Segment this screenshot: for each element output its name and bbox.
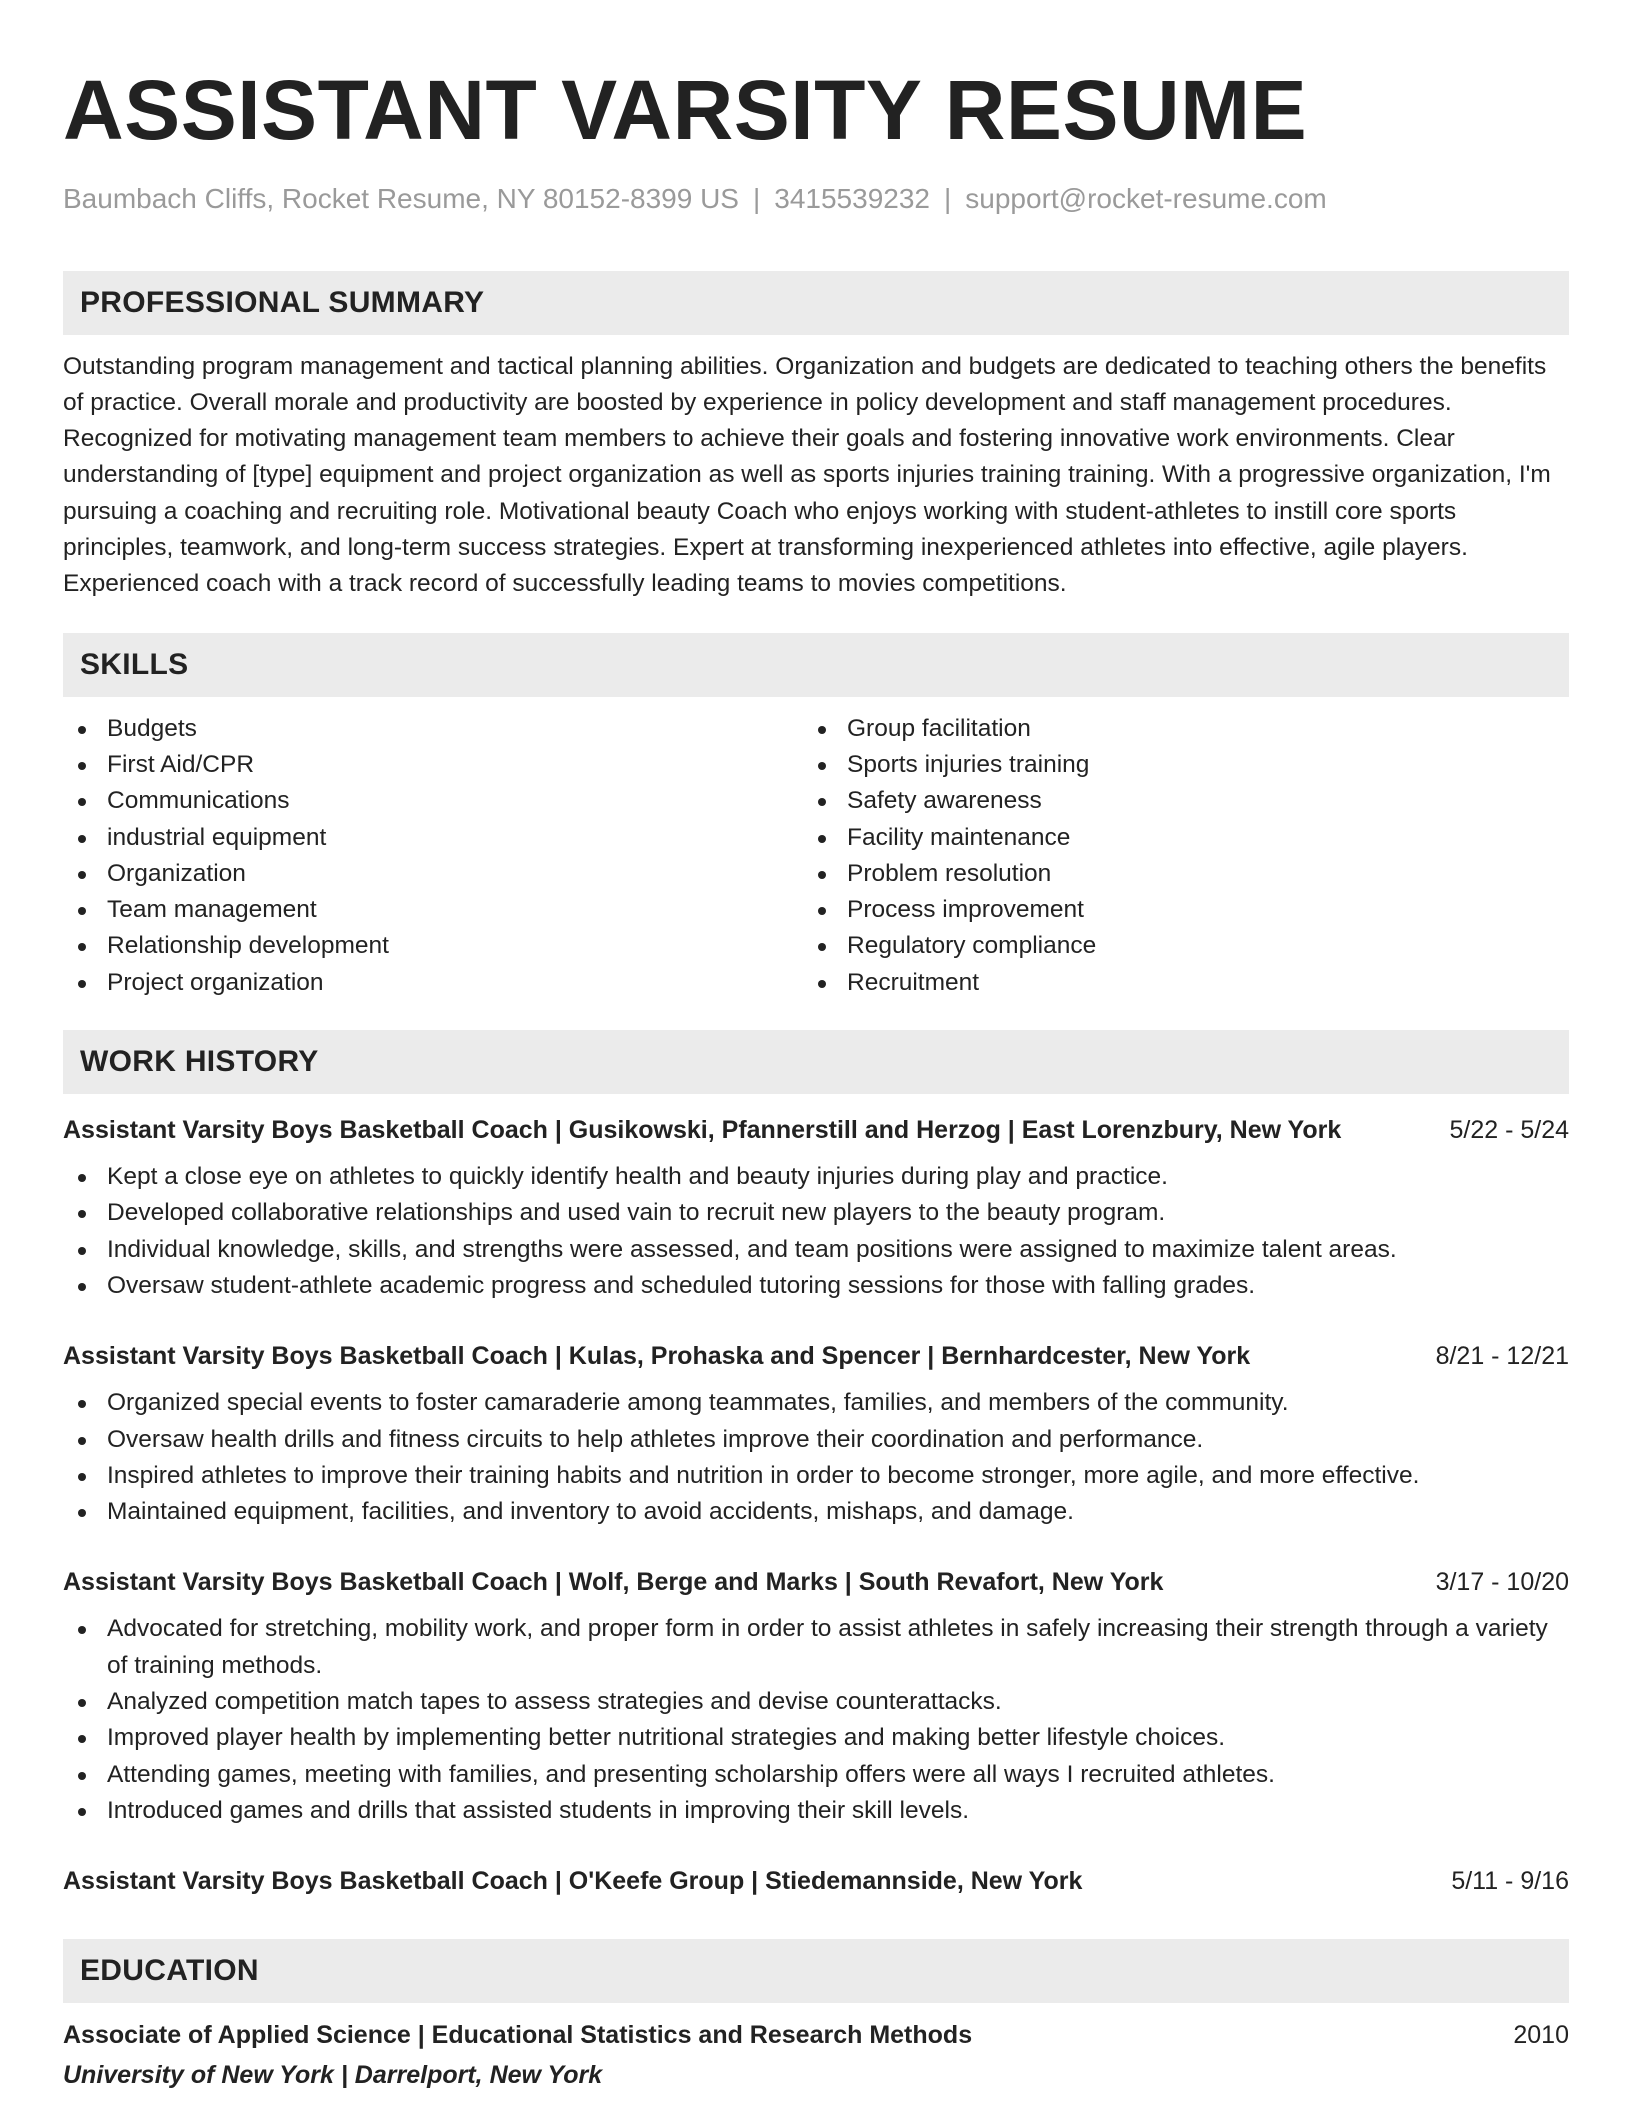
section-heading-education: EDUCATION: [63, 1939, 1569, 2003]
contact-address: Baumbach Cliffs, Rocket Resume, NY 80152-8399 US: [63, 183, 739, 214]
summary-text: Outstanding program management and tactical planning abilities. Organization and budgets are dedicated to teaching others the benefits of practice. Overall morale and productivity are boosted by experience in policy development and staff management procedures. Recognized for motivating management team members to achieve their goals and fostering innovative work environments. Clear understanding of [type] equipment and project organization as well as sports injuries training training. With a progressive organization, I'm pursuing a coaching and recruiting role. Motivational beauty Coach who enjoys working with student-athletes to instill core sports principles, teamwork, and long-term success strategies. Expert at transforming inexperienced athletes into effective, agile players. Experienced coach with a track record of successfully leading teams to movies competitions.: [63, 352, 1551, 598]
job-bullet: Kept a close eye on athletes to quickly identify health and beauty injuries during play and practice.: [63, 1159, 1569, 1195]
skill-item: Relationship development: [63, 928, 803, 964]
job-bullet: Introduced games and drills that assisted students in improving their skill levels.: [63, 1793, 1569, 1829]
skill-item: Communications: [63, 783, 803, 819]
job-bullets: [63, 1611, 1569, 1829]
section-heading-work: WORK HISTORY: [63, 1030, 1569, 1094]
skill-item: Recruitment: [803, 965, 1543, 1001]
job-entry: [63, 1112, 1569, 1304]
job-title: Assistant Varsity Boys Basketball Coach | O'Keefe Group | Stiedemannside, New York: [63, 1867, 1083, 1896]
education-degree: Associate of Applied Science | Educational Statistics and Research Methods: [63, 2021, 973, 2050]
job-header: [63, 1338, 1569, 1374]
job-bullet: Improved player health by implementing better nutritional strategies and making better lifestyle choices.: [63, 1720, 1569, 1756]
job-bullet: Developed collaborative relationships and used vain to recruit new players to the beauty program.: [63, 1195, 1569, 1231]
skills-column-left: [63, 711, 803, 1001]
education-school: University of New York | Darrelport, New York: [63, 2061, 603, 2090]
job-title: Assistant Varsity Boys Basketball Coach | Kulas, Prohaska and Spencer | Bernhardcester, New York: [63, 1342, 1251, 1371]
contact-phone: 3415539232: [774, 183, 930, 214]
education-entry: [63, 2017, 1569, 2093]
job-bullets: [63, 1385, 1569, 1530]
resume-name: ASSISTANT VARSITY RESUME: [63, 63, 1308, 157]
job-entry: [63, 1338, 1569, 1530]
job-dates: 8/21 - 12/21: [1435, 1342, 1569, 1371]
skill-item: Problem resolution: [803, 856, 1543, 892]
section-heading-skills: SKILLS: [63, 633, 1569, 697]
job-bullet: Maintained equipment, facilities, and inventory to avoid accidents, mishaps, and damage.: [63, 1494, 1569, 1530]
skill-item: Organization: [63, 856, 803, 892]
job-bullet: Analyzed competition match tapes to assess strategies and devise counterattacks.: [63, 1684, 1569, 1720]
job-bullet: Oversaw health drills and fitness circuits to help athletes improve their coordination and performance.: [63, 1422, 1569, 1458]
job-dates: 3/17 - 10/20: [1435, 1568, 1569, 1597]
skills-column-right: [803, 711, 1543, 1001]
skill-item: Regulatory compliance: [803, 928, 1543, 964]
section-heading-summary: PROFESSIONAL SUMMARY: [63, 271, 1569, 335]
job-dates: 5/11 - 9/16: [1451, 1867, 1569, 1896]
education-year: 2010: [1513, 2021, 1569, 2050]
job-bullet: Attending games, meeting with families, and presenting scholarship offers were all ways I recruited athletes.: [63, 1757, 1569, 1793]
job-header: [63, 1112, 1569, 1148]
job-bullet: Individual knowledge, skills, and strengths were assessed, and team positions were assigned to maximize talent areas.: [63, 1232, 1569, 1268]
skill-item: Safety awareness: [803, 783, 1543, 819]
skill-item: Facility maintenance: [803, 820, 1543, 856]
contact-email: support@rocket-resume.com: [965, 183, 1327, 214]
job-header: [63, 1863, 1569, 1899]
job-bullet: Advocated for stretching, mobility work, and proper form in order to assist athletes in safely increasing their strength through a variety of training methods.: [63, 1611, 1569, 1684]
skill-item: Process improvement: [803, 892, 1543, 928]
job-bullet: Organized special events to foster camaraderie among teammates, families, and members of the community.: [63, 1385, 1569, 1421]
education-row: [63, 2017, 1569, 2053]
skill-item: Project organization: [63, 965, 803, 1001]
job-bullet: Oversaw student-athlete academic progress and scheduled tutoring sessions for those with falling grades.: [63, 1268, 1569, 1304]
job-header: [63, 1564, 1569, 1600]
job-entry: [63, 1564, 1569, 1829]
contact-line: [63, 182, 1569, 216]
job-entry: [63, 1863, 1569, 1899]
skill-item: Group facilitation: [803, 711, 1543, 747]
work-history-list: [63, 1112, 1569, 1899]
skill-item: Sports injuries training: [803, 747, 1543, 783]
skill-item: First Aid/CPR: [63, 747, 803, 783]
job-bullet: Inspired athletes to improve their training habits and nutrition in order to become stronger, more agile, and more effective.: [63, 1458, 1569, 1494]
job-title: Assistant Varsity Boys Basketball Coach | Wolf, Berge and Marks | South Revafort, New York: [63, 1568, 1164, 1597]
job-title: Assistant Varsity Boys Basketball Coach | Gusikowski, Pfannerstill and Herzog | East Lorenzbury, New York: [63, 1116, 1342, 1145]
contact-separator: |: [752, 183, 761, 214]
skills-grid: [63, 711, 1569, 1001]
job-bullets: [63, 1159, 1569, 1304]
job-dates: 5/22 - 5/24: [1449, 1116, 1569, 1145]
contact-separator: |: [944, 183, 952, 214]
skill-item: Budgets: [63, 711, 803, 747]
skill-item: Team management: [63, 892, 803, 928]
skill-item: industrial equipment: [63, 820, 803, 856]
